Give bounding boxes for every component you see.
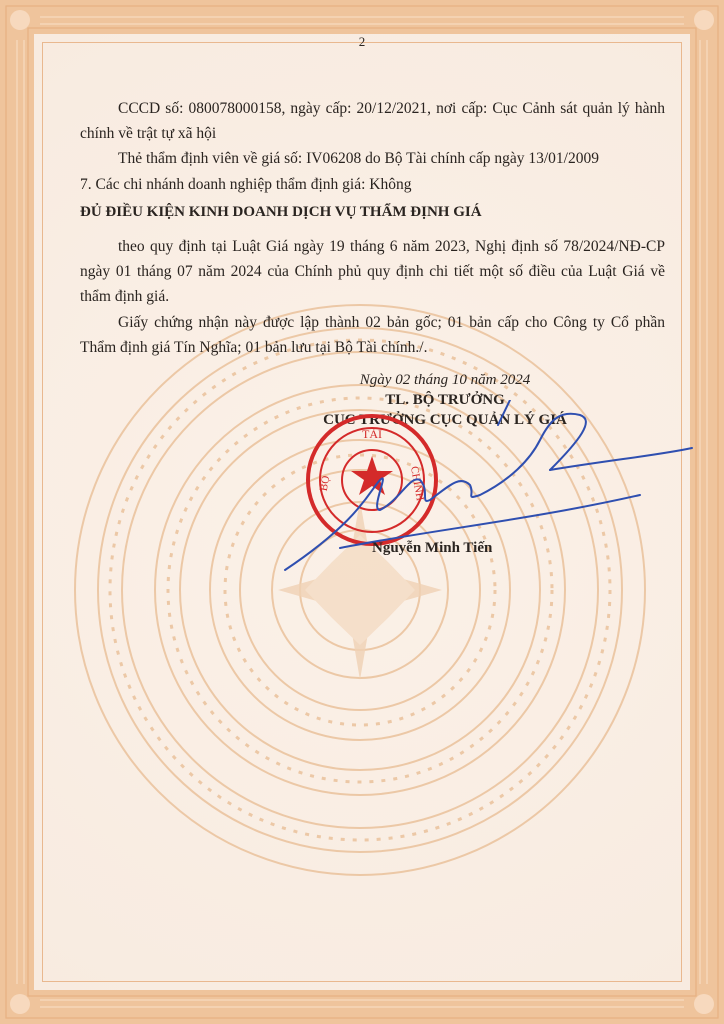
page-number: 2 (358, 34, 366, 49)
svg-text:TÀI: TÀI (362, 427, 382, 441)
signer-name: Nguyễn Minh Tiến (372, 540, 493, 556)
signer-title-2: CỤC TRƯỞNG CỤC QUẢN LÝ GIÁ (323, 412, 567, 428)
legal-basis-paragraph: theo quy định tại Luật Giá ngày 19 tháng 6 năm 2023, Nghị định số 78/2024/NĐ-CP ngày 01 tháng 07 năm 2024 của Chính phủ quy định chi tiết một số điều của Luật Giá về thẩm định giá. (80, 238, 665, 305)
branches-line: 7. Các chi nhánh doanh nghiệp thẩm định giá: Không (80, 176, 412, 193)
cccd-line: CCCD số: 080078000158, ngày cấp: 20/12/2021, nơi cấp: Cục Cảnh sát quản lý hành chính về trật tự xã hội (80, 100, 665, 142)
svg-text:BỘ: BỘ (317, 474, 333, 493)
copies-paragraph: Giấy chứng nhận này được lập thành 02 bản gốc; 01 bản cấp cho Công ty Cổ phần Thẩm định giá Tín Nghĩa; 01 bản lưu tại Bộ Tài chính./. (80, 314, 665, 356)
eligibility-heading: ĐỦ ĐIỀU KIỆN KINH DOANH DỊCH VỤ THẨM ĐỊNH GIÁ (80, 204, 482, 220)
appraiser-card-line: Thẻ thẩm định viên về giá số: IV06208 do Bộ Tài chính cấp ngày 13/01/2009 (118, 150, 599, 167)
signer-title-1: TL. BỘ TRƯỞNG (385, 392, 505, 408)
issue-date: Ngày 02 tháng 10 năm 2024 (359, 372, 531, 388)
svg-text:CHÍNH: CHÍNH (408, 465, 426, 502)
